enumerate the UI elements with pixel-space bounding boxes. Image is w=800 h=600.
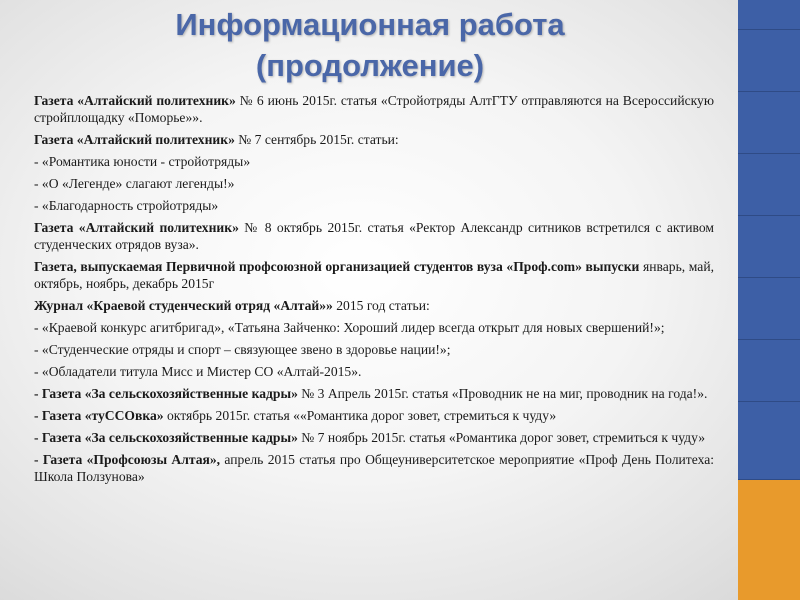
paragraph-bold: - Газета «туССОвка» (34, 408, 164, 423)
paragraph (34, 92, 714, 126)
stripe-cell (738, 0, 800, 30)
title-line-2: (продолжение) (255, 48, 485, 83)
paragraph (34, 363, 714, 380)
stripe-cell (738, 30, 800, 92)
paragraph-bold: Газета «Алтайский политехник» (34, 93, 236, 108)
paragraph (34, 175, 714, 192)
paragraph (34, 258, 714, 292)
paragraph-text: № 7 ноябрь 2015г. статья «Романтика дорог зовет, стремиться к чуду» (297, 430, 706, 445)
side-stripe (738, 0, 800, 600)
paragraph-bold: Газета «Алтайский политехник» (34, 132, 235, 147)
paragraph-bold: - Газета «За сельскохозяйственные кадры» (34, 386, 298, 401)
paragraph (34, 131, 714, 148)
paragraph-text: № 6 июнь 2015г. статья «Стройотряды АлтГТУ отправляются на Всероссийскую стройплощадку «Поморье»». (34, 93, 715, 125)
paragraph-text: январь, май, октябрь, ноябрь, декабрь 2015г (34, 259, 714, 291)
paragraph-bold: Журнал «Краевой студенческий отряд «Алтай»» (34, 298, 333, 313)
title-line-1: Информационная работа (175, 7, 565, 42)
paragraph-text: - «Благодарность стройотряды» (34, 198, 219, 213)
stripe-cell (738, 278, 800, 340)
paragraph-text: № 7 сентябрь 2015г. статьи: (234, 132, 399, 147)
paragraph-text: - «Студенческие отряды и спорт – связующее звено в здоровье нации!»; (34, 342, 451, 357)
paragraph-text: - «О «Легенде» слагают легенды!» (34, 176, 235, 191)
stripe-cell (738, 340, 800, 402)
paragraph-text: 2015 год статьи: (332, 298, 430, 313)
paragraph (34, 385, 714, 402)
paragraph (34, 429, 714, 446)
paragraph (34, 341, 714, 358)
stripe-accent (738, 480, 800, 600)
stripe-cell (738, 402, 800, 480)
paragraph-text: октябрь 2015г. статья ««Романтика дорог зовет, стремиться к чуду» (163, 408, 557, 423)
slide-title (40, 4, 700, 86)
paragraph (34, 153, 714, 170)
slide-content (34, 92, 714, 490)
paragraph-text: № 3 Апрель 2015г. статья «Проводник не на миг, проводник на года!». (297, 386, 708, 401)
paragraph-bold: - Газета «Профсоюзы Алтая», (34, 452, 221, 467)
paragraph (34, 297, 714, 314)
paragraph (34, 451, 714, 485)
stripe-cell (738, 92, 800, 154)
paragraph-text: - «Краевой конкурс агитбригад», «Татьяна Зайченко: Хороший лидер всегда открыт для новых свершений!»; (34, 320, 665, 335)
paragraph (34, 407, 714, 424)
paragraph (34, 219, 714, 253)
paragraph-bold: Газета, выпускаемая Первичной профсоюзной организацией студентов вуза «Проф.com» выпуски (34, 259, 640, 274)
stripe-cell (738, 154, 800, 216)
paragraph-bold: Газета «Алтайский политехник» (34, 220, 239, 235)
paragraph-text: № 8 октябрь 2015г. статья «Ректор Александр ситников встретился с активом студенческих отрядов вуза». (34, 220, 714, 252)
stripe-cell (738, 216, 800, 278)
paragraph-text: - «Романтика юности - стройотряды» (34, 154, 251, 169)
paragraph-bold: - Газета «За сельскохозяйственные кадры» (34, 430, 298, 445)
paragraph-text: - «Обладатели титула Мисс и Мистер СО «Алтай-2015». (34, 364, 362, 379)
paragraph (34, 197, 714, 214)
paragraph-text: апрель 2015 статья про Общеуниверситетское мероприятие «Проф День Политеха: Школа Ползунова» (34, 452, 714, 484)
paragraph (34, 319, 714, 336)
